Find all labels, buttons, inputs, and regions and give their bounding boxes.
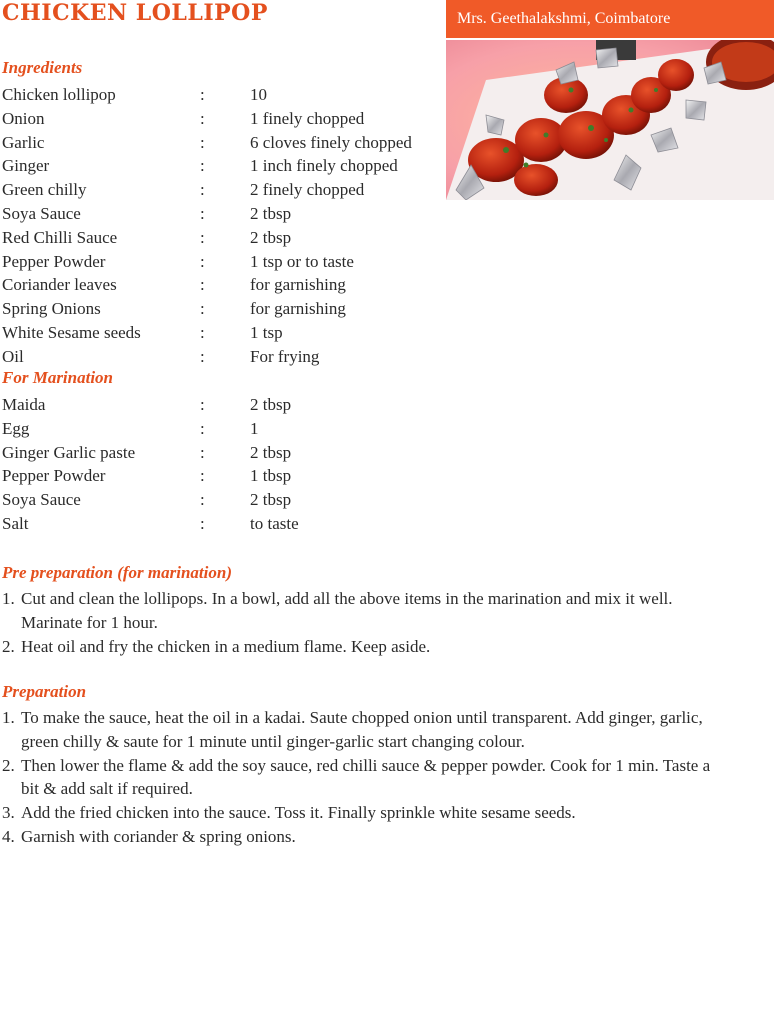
separator: : [200,203,205,223]
preparation-heading: Preparation [2,682,87,701]
step-item [2,635,722,659]
ingredient-qty: 10 [250,85,267,104]
author-banner: Mrs. Geethalakshmi, Coimbatore [446,0,774,38]
ingredients-list [2,83,462,369]
ingredient-row [2,393,462,417]
chicken-lollipop-image [446,40,774,200]
step-number: 1. [2,708,15,727]
marination-list [2,393,462,536]
ingredient-name: Ginger [2,156,50,176]
step-text: To make the sauce, heat the oil in a kadai. Saute chopped onion until transparent. Add ginger, garlic, green chilly & saute for 1 minute until ginger-garlic start changing colour. [21,708,703,751]
step-item [2,754,722,802]
ingredient-name: Soya Sauce [2,203,81,223]
pre-preparation-heading: Pre preparation (for marination) [2,563,232,582]
ingredient-name: Soya Sauce [2,490,81,510]
ingredient-row [2,154,462,178]
ingredient-name: Maida [2,395,46,414]
separator: : [200,227,205,247]
step-number: 2. [2,636,15,656]
ingredient-row [2,107,462,131]
step-number: 4. [2,826,15,846]
ingredient-qty: 2 finely chopped [250,180,365,200]
recipe-photo [446,40,774,200]
step-text: Heat oil and fry the chicken in a medium flame. Keep aside. [21,636,431,656]
separator: : [200,346,205,366]
ingredient-row [2,273,462,297]
step-text: Add the fried chicken into the sauce. Toss it. Finally sprinkle white sesame seeds. [21,803,576,823]
step-number: 3. [2,803,15,823]
ingredients-heading: Ingredients [2,58,83,77]
step-item [2,825,722,849]
ingredient-name: Garlic [2,132,45,152]
ingredient-row [2,297,462,321]
separator: : [200,322,205,342]
ingredient-qty: 1 tbsp [250,466,292,486]
ingredient-row [2,250,462,274]
ingredient-qty: 6 cloves finely chopped [250,132,412,152]
separator: : [200,490,205,510]
separator: : [200,418,205,438]
step-number: 1. [2,589,15,608]
ingredient-name: Green chilly [2,180,87,200]
ingredient-qty: to taste [250,513,299,533]
ingredient-name: Pepper Powder [2,466,106,486]
ingredient-name: White Sesame seeds [2,322,141,342]
separator: : [200,156,205,176]
separator: : [200,85,205,104]
ingredient-name: Coriander leaves [2,275,117,295]
recipe-title: CHICKEN LOLLIPOP [2,0,268,26]
separator: : [200,180,205,200]
step-item [2,706,722,754]
preparation-steps [2,706,722,849]
pre-preparation-steps [2,587,722,658]
ingredient-row [2,345,462,369]
separator: : [200,108,205,128]
step-text: Cut and clean the lollipops. In a bowl, add all the above items in the marination and mix it well. Marinate for 1 hour. [21,589,673,632]
ingredient-qty: 2 tbsp [250,395,292,414]
ingredient-row [2,178,462,202]
step-text: Then lower the flame & add the soy sauce, red chilli sauce & pepper powder. Cook for 1 min. Taste a bit & add salt if required. [21,755,711,799]
ingredient-row [2,202,462,226]
ingredient-name: Onion [2,108,45,128]
step-text: Garnish with coriander & spring onions. [21,826,296,846]
ingredient-row [2,488,462,512]
ingredient-qty: 2 tbsp [250,442,292,462]
ingredient-name: Ginger Garlic paste [2,442,136,462]
ingredient-qty: for garnishing [250,299,346,319]
ingredient-name: Egg [2,418,30,438]
ingredient-qty: 1 inch finely chopped [250,156,398,176]
ingredient-qty: 1 [250,418,259,438]
step-number: 2. [2,755,15,775]
ingredient-name: Oil [2,346,24,366]
separator: : [200,275,205,295]
ingredient-qty: 1 finely chopped [250,108,365,128]
ingredient-row [2,131,462,155]
ingredient-row [2,441,462,465]
separator: : [200,442,205,462]
ingredient-qty: For frying [250,346,320,366]
ingredient-qty: 2 tbsp [250,203,292,223]
ingredient-row [2,417,462,441]
ingredient-row [2,226,462,250]
ingredient-name: Salt [2,513,29,533]
separator: : [200,466,205,486]
step-item [2,801,722,825]
ingredient-name: Chicken lollipop [2,85,116,104]
ingredient-row [2,321,462,345]
ingredient-qty: 1 tsp or to taste [250,251,354,271]
separator: : [200,299,205,319]
ingredient-qty: for garnishing [250,275,346,295]
ingredient-qty: 2 tbsp [250,227,292,247]
ingredient-name: Red Chilli Sauce [2,227,118,247]
separator: : [200,251,205,271]
ingredient-name: Pepper Powder [2,251,106,271]
separator: : [200,513,205,533]
ingredient-row [2,464,462,488]
step-item [2,587,722,635]
ingredient-row [2,512,462,536]
ingredient-qty: 2 tbsp [250,490,292,510]
separator: : [200,132,205,152]
separator: : [200,395,205,414]
marination-heading: For Marination [2,368,114,387]
ingredient-name: Spring Onions [2,299,101,319]
ingredient-row [2,83,462,107]
ingredient-qty: 1 tsp [250,322,283,342]
